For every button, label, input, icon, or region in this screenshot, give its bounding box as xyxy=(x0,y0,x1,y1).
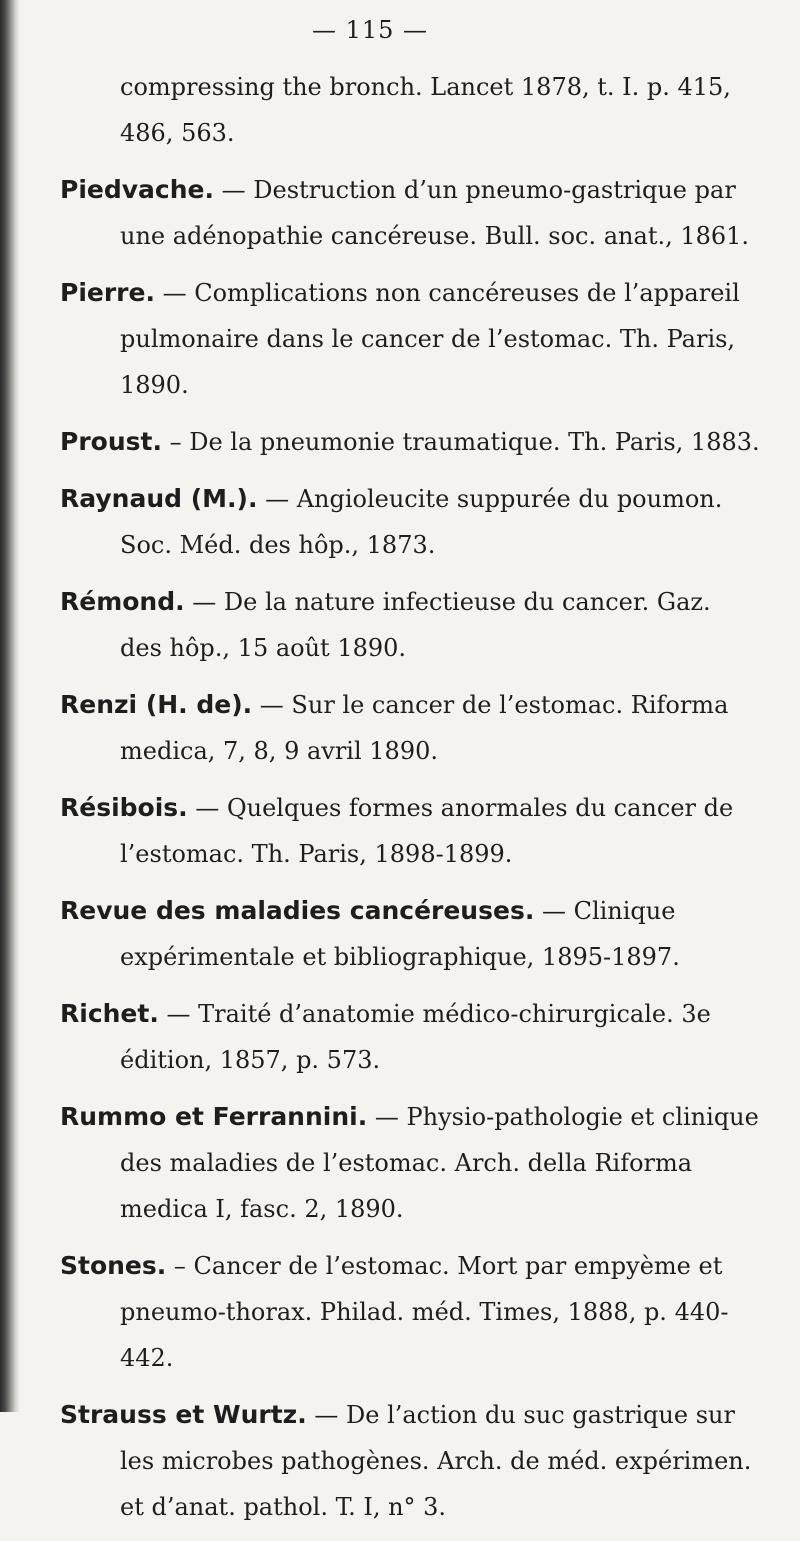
entry-text: — Sur le cancer de l’estomac. Riforma medica, 7, 8, 9 avril 1890. xyxy=(120,691,729,765)
bibliography-entry xyxy=(60,167,760,259)
page-number: — 115 — xyxy=(311,16,429,44)
entry-author: Pierre. xyxy=(60,278,155,307)
entry-text: — Quelques formes anormales du cancer de l’estomac. Th. Paris, 1898-1899. xyxy=(120,794,734,868)
entry-text: — Angioleucite suppurée du poumon. Soc. Méd. des hôp., 1873. xyxy=(120,485,723,559)
bibliography-entry xyxy=(60,888,760,980)
bibliography-entry xyxy=(60,476,760,568)
entry-author: Raynaud (M.). xyxy=(60,484,258,513)
bibliography-entry xyxy=(60,1094,760,1232)
entry-text: — Clinique expérimentale et bibliographique, 1895-1897. xyxy=(120,897,680,971)
entry-text: — Complications non cancéreuses de l’appareil pulmonaire dans le cancer de l’estomac. Th. Paris, 1890. xyxy=(120,279,740,399)
bibliography-entry xyxy=(60,682,760,774)
entry-author: Stones. xyxy=(60,1251,167,1280)
bibliography-entry xyxy=(60,579,760,671)
entry-text: – De la pneumonie traumatique. Th. Paris, 1883. xyxy=(161,428,760,456)
bibliography-entry xyxy=(60,270,760,408)
entry-author: Rummo et Ferrannini. xyxy=(60,1102,368,1131)
bibliography-list xyxy=(60,64,760,1541)
entry-author: Revue des maladies cancéreuses. xyxy=(60,896,535,925)
entry-author: Richet. xyxy=(60,999,159,1028)
entry-text: — De la nature infectieuse du cancer. Gaz. des hôp., 15 août 1890. xyxy=(120,588,711,662)
bibliography-entry xyxy=(60,1392,760,1530)
entry-author: Strauss et Wurtz. xyxy=(60,1400,307,1429)
entry-author: Rémond. xyxy=(60,587,185,616)
entry-author: Renzi (H. de). xyxy=(60,690,253,719)
bibliography-entry xyxy=(60,991,760,1083)
entry-text: — De l’action du suc gastrique sur les microbes pathogènes. Arch. de méd. expérimen. et d’anat. pathol. T. I, n° 3. xyxy=(120,1401,752,1521)
entry-author: Piedvache. xyxy=(60,175,214,204)
entry-author: Résibois. xyxy=(60,793,188,822)
entry-text: — Destruction d’un pneumo-gastrique par une adénopathie cancéreuse. Bull. soc. anat., 1861. xyxy=(120,176,750,250)
bibliography-entry xyxy=(60,785,760,877)
bibliography-entry xyxy=(60,1243,760,1381)
entry-text: — Physio-pathologie et clinique des maladies de l’estomac. Arch. della Riforma medica I, fasc. 2, 1890. xyxy=(120,1103,759,1223)
continuation-entry: compressing the bronch. Lancet 1878, t. I. p. 415, 486, 563. xyxy=(120,73,731,147)
entry-text: – Cancer de l’estomac. Mort par empyème et pneumo-thorax. Philad. méd. Times, 1888, p. 440-442. xyxy=(120,1252,729,1372)
entry-author: Proust. xyxy=(60,427,162,456)
bibliography-entry xyxy=(60,419,760,465)
entry-text: — Traité d’anatomie médico-chirurgicale. 3e édition, 1857, p. 573. xyxy=(120,1000,711,1074)
book-spine-shadow xyxy=(0,0,20,1412)
